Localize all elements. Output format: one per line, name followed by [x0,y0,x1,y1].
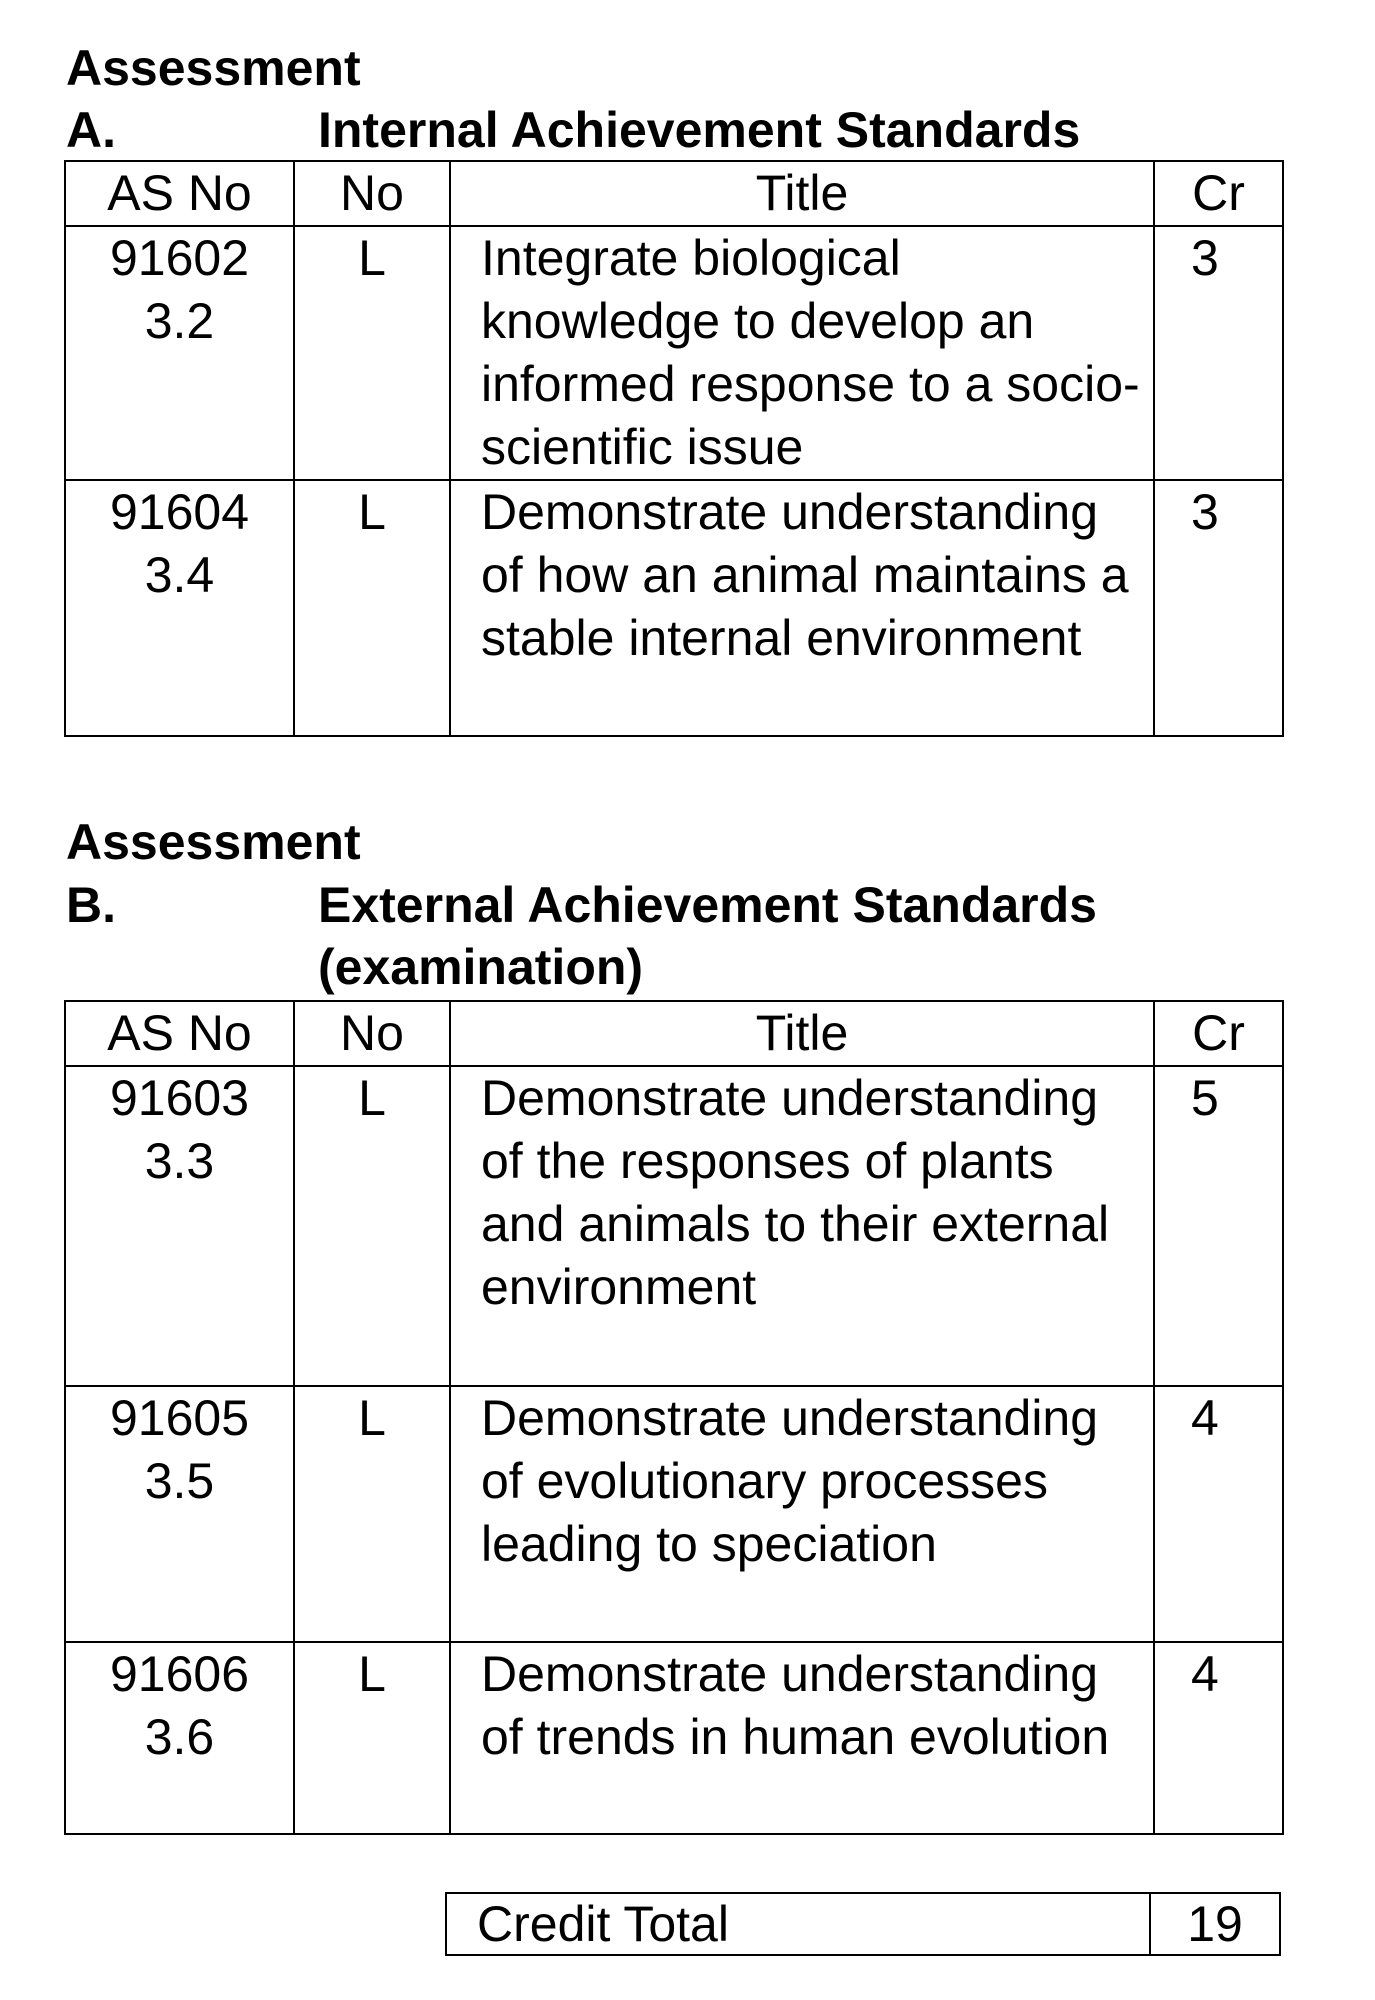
table-header-row [65,1001,1283,1066]
table-header-row [65,161,1283,226]
as-number: 91603 [109,1070,250,1126]
table-row [65,1066,1283,1386]
as-number-cell [65,1642,294,1834]
as-number: 91605 [109,1390,250,1446]
no-cell: L [294,1066,450,1386]
external-standards-table [64,1000,1284,1835]
section-a-title: Internal Achievement Standards [318,102,1081,158]
as-level: 3.4 [144,547,215,603]
table-row [65,226,1283,480]
as-level: 3.3 [144,1133,215,1189]
as-number-cell [65,1066,294,1386]
section-a-letter: A. [66,102,116,158]
title-cell: Demonstrate understanding of the responses of plants and animals to their external environment [450,1066,1154,1386]
as-number-cell [65,480,294,736]
header-cr: Cr [1154,1001,1283,1066]
title-cell: Demonstrate understanding of evolutionary processes leading to speciation [450,1386,1154,1642]
no-cell: L [294,1642,450,1834]
table-row [65,480,1283,736]
header-title: Title [450,161,1154,226]
header-title: Title [450,1001,1154,1066]
as-number: 91606 [109,1646,250,1702]
no-cell: L [294,480,450,736]
credit-cell: 4 [1154,1386,1283,1642]
header-no: No [294,1001,450,1066]
credit-cell: 4 [1154,1642,1283,1834]
as-level: 3.6 [144,1709,215,1765]
credit-total-value: 19 [1150,1893,1280,1955]
table-row [65,1642,1283,1834]
as-number-cell [65,226,294,480]
header-cr: Cr [1154,161,1283,226]
header-as-no: AS No [65,161,294,226]
no-cell: L [294,1386,450,1642]
credit-total-label: Credit Total [446,1893,1150,1955]
title-cell: Integrate biological knowledge to develop an informed response to a socio-scientific issue [450,226,1154,480]
credit-cell: 3 [1154,480,1283,736]
as-number: 91604 [109,484,250,540]
table-row [65,1386,1283,1642]
header-as-no: AS No [65,1001,294,1066]
section-a-heading: Assessment [66,40,361,96]
no-cell: L [294,226,450,480]
title-cell: Demonstrate understanding of how an animal maintains a stable internal environment [450,480,1154,736]
credit-cell: 5 [1154,1066,1283,1386]
section-b-letter: B. [66,877,116,933]
section-b-heading: Assessment [66,814,361,870]
as-level: 3.5 [144,1453,215,1509]
as-level: 3.2 [144,293,215,349]
section-b-title: External Achievement Standards (examination) [318,877,1097,995]
title-cell: Demonstrate understanding of trends in human evolution [450,1642,1154,1834]
credit-cell: 3 [1154,226,1283,480]
as-number: 91602 [109,230,250,286]
header-no: No [294,161,450,226]
credit-total-row [446,1893,1280,1955]
internal-standards-table [64,160,1284,737]
credit-total-table [445,1892,1281,1956]
as-number-cell [65,1386,294,1642]
